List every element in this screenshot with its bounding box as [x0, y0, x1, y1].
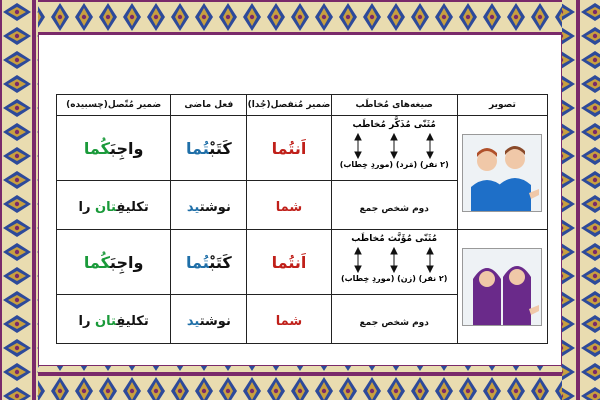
connected-pronoun-cell	[57, 116, 171, 181]
connected-pronoun-cell	[57, 181, 171, 230]
verb-cell	[171, 116, 247, 181]
image-cell-girls	[457, 230, 547, 344]
image-cell-boys	[457, 116, 547, 230]
separate-pronoun-cell	[247, 230, 331, 295]
form-cell	[331, 116, 457, 181]
table-row	[57, 116, 548, 181]
verb-suffix: تُما	[186, 138, 210, 158]
noun-stem: واجِبَ	[109, 252, 144, 272]
pronoun-table	[56, 94, 548, 344]
verb-suffix: ید	[186, 199, 200, 215]
noun-stem: واجِبَ	[109, 138, 144, 158]
connected-suffix: کُما	[83, 138, 110, 158]
verb-suffix: تُما	[186, 252, 210, 272]
two-girls-photo	[462, 248, 542, 326]
form-title: مُثَنّی مُذَکَّر مُخاطَب	[352, 120, 436, 130]
form-explanation: (۲ نفر) (زن) (موردِ خِطاب)	[340, 274, 448, 283]
connected-suffix: تان	[95, 313, 117, 329]
header-image: تصویر	[457, 95, 547, 116]
noun-stem: تکلیفِ	[116, 199, 149, 215]
connected-suffix: تان	[95, 199, 117, 215]
header-separate: ضمیر مُنفصل(جُدا)	[247, 95, 331, 116]
arrows-icon	[332, 230, 456, 294]
verb-suffix: ید	[186, 313, 200, 329]
header-connected: ضمیر مُتّصل(چسبیده)	[57, 95, 171, 116]
connected-pronoun-cell	[57, 295, 171, 344]
connected-pronoun-cell	[57, 230, 171, 295]
separate-pronoun-cell	[247, 295, 331, 344]
connected-suffix: کُما	[83, 252, 110, 272]
verb-stem: کَتَبْ	[209, 138, 232, 158]
header-form: صیغه‌های مُخاطَب	[331, 95, 457, 116]
persian-form: دوم شخص جمع	[359, 317, 429, 328]
separate-pronoun-cell	[247, 181, 331, 230]
persian-pronoun: شما	[275, 313, 303, 329]
two-boys-photo	[462, 134, 542, 212]
persian-pronoun: شما	[275, 199, 303, 215]
form-title: مُثَنّی مُؤَنَّث مُخاطَب	[351, 234, 438, 244]
verb-cell	[171, 295, 247, 344]
verb-cell	[171, 181, 247, 230]
verb-stem: کَتَبْ	[209, 252, 232, 272]
verb-cell	[171, 230, 247, 295]
separate-pronoun: اَنتُما	[271, 138, 307, 158]
verb-stem: نوشت	[199, 313, 231, 329]
arrows-icon	[332, 116, 456, 180]
table-row	[57, 230, 548, 295]
object-marker: را	[78, 313, 96, 329]
form-explanation: (۲ نفر) (مَرد) (موردِ خِطاب)	[339, 160, 449, 169]
separate-pronoun-cell	[247, 116, 331, 181]
header-verb: فعل ماضی	[171, 95, 247, 116]
form-cell	[331, 181, 457, 230]
form-cell	[331, 295, 457, 344]
form-cell	[331, 230, 457, 295]
table-header-row	[57, 95, 548, 116]
noun-stem: تکلیفِ	[116, 313, 149, 329]
object-marker: را	[78, 199, 96, 215]
separate-pronoun: اَنتُما	[271, 252, 307, 272]
verb-stem: نوشت	[199, 199, 231, 215]
persian-form: دوم شخص جمع	[359, 203, 429, 214]
